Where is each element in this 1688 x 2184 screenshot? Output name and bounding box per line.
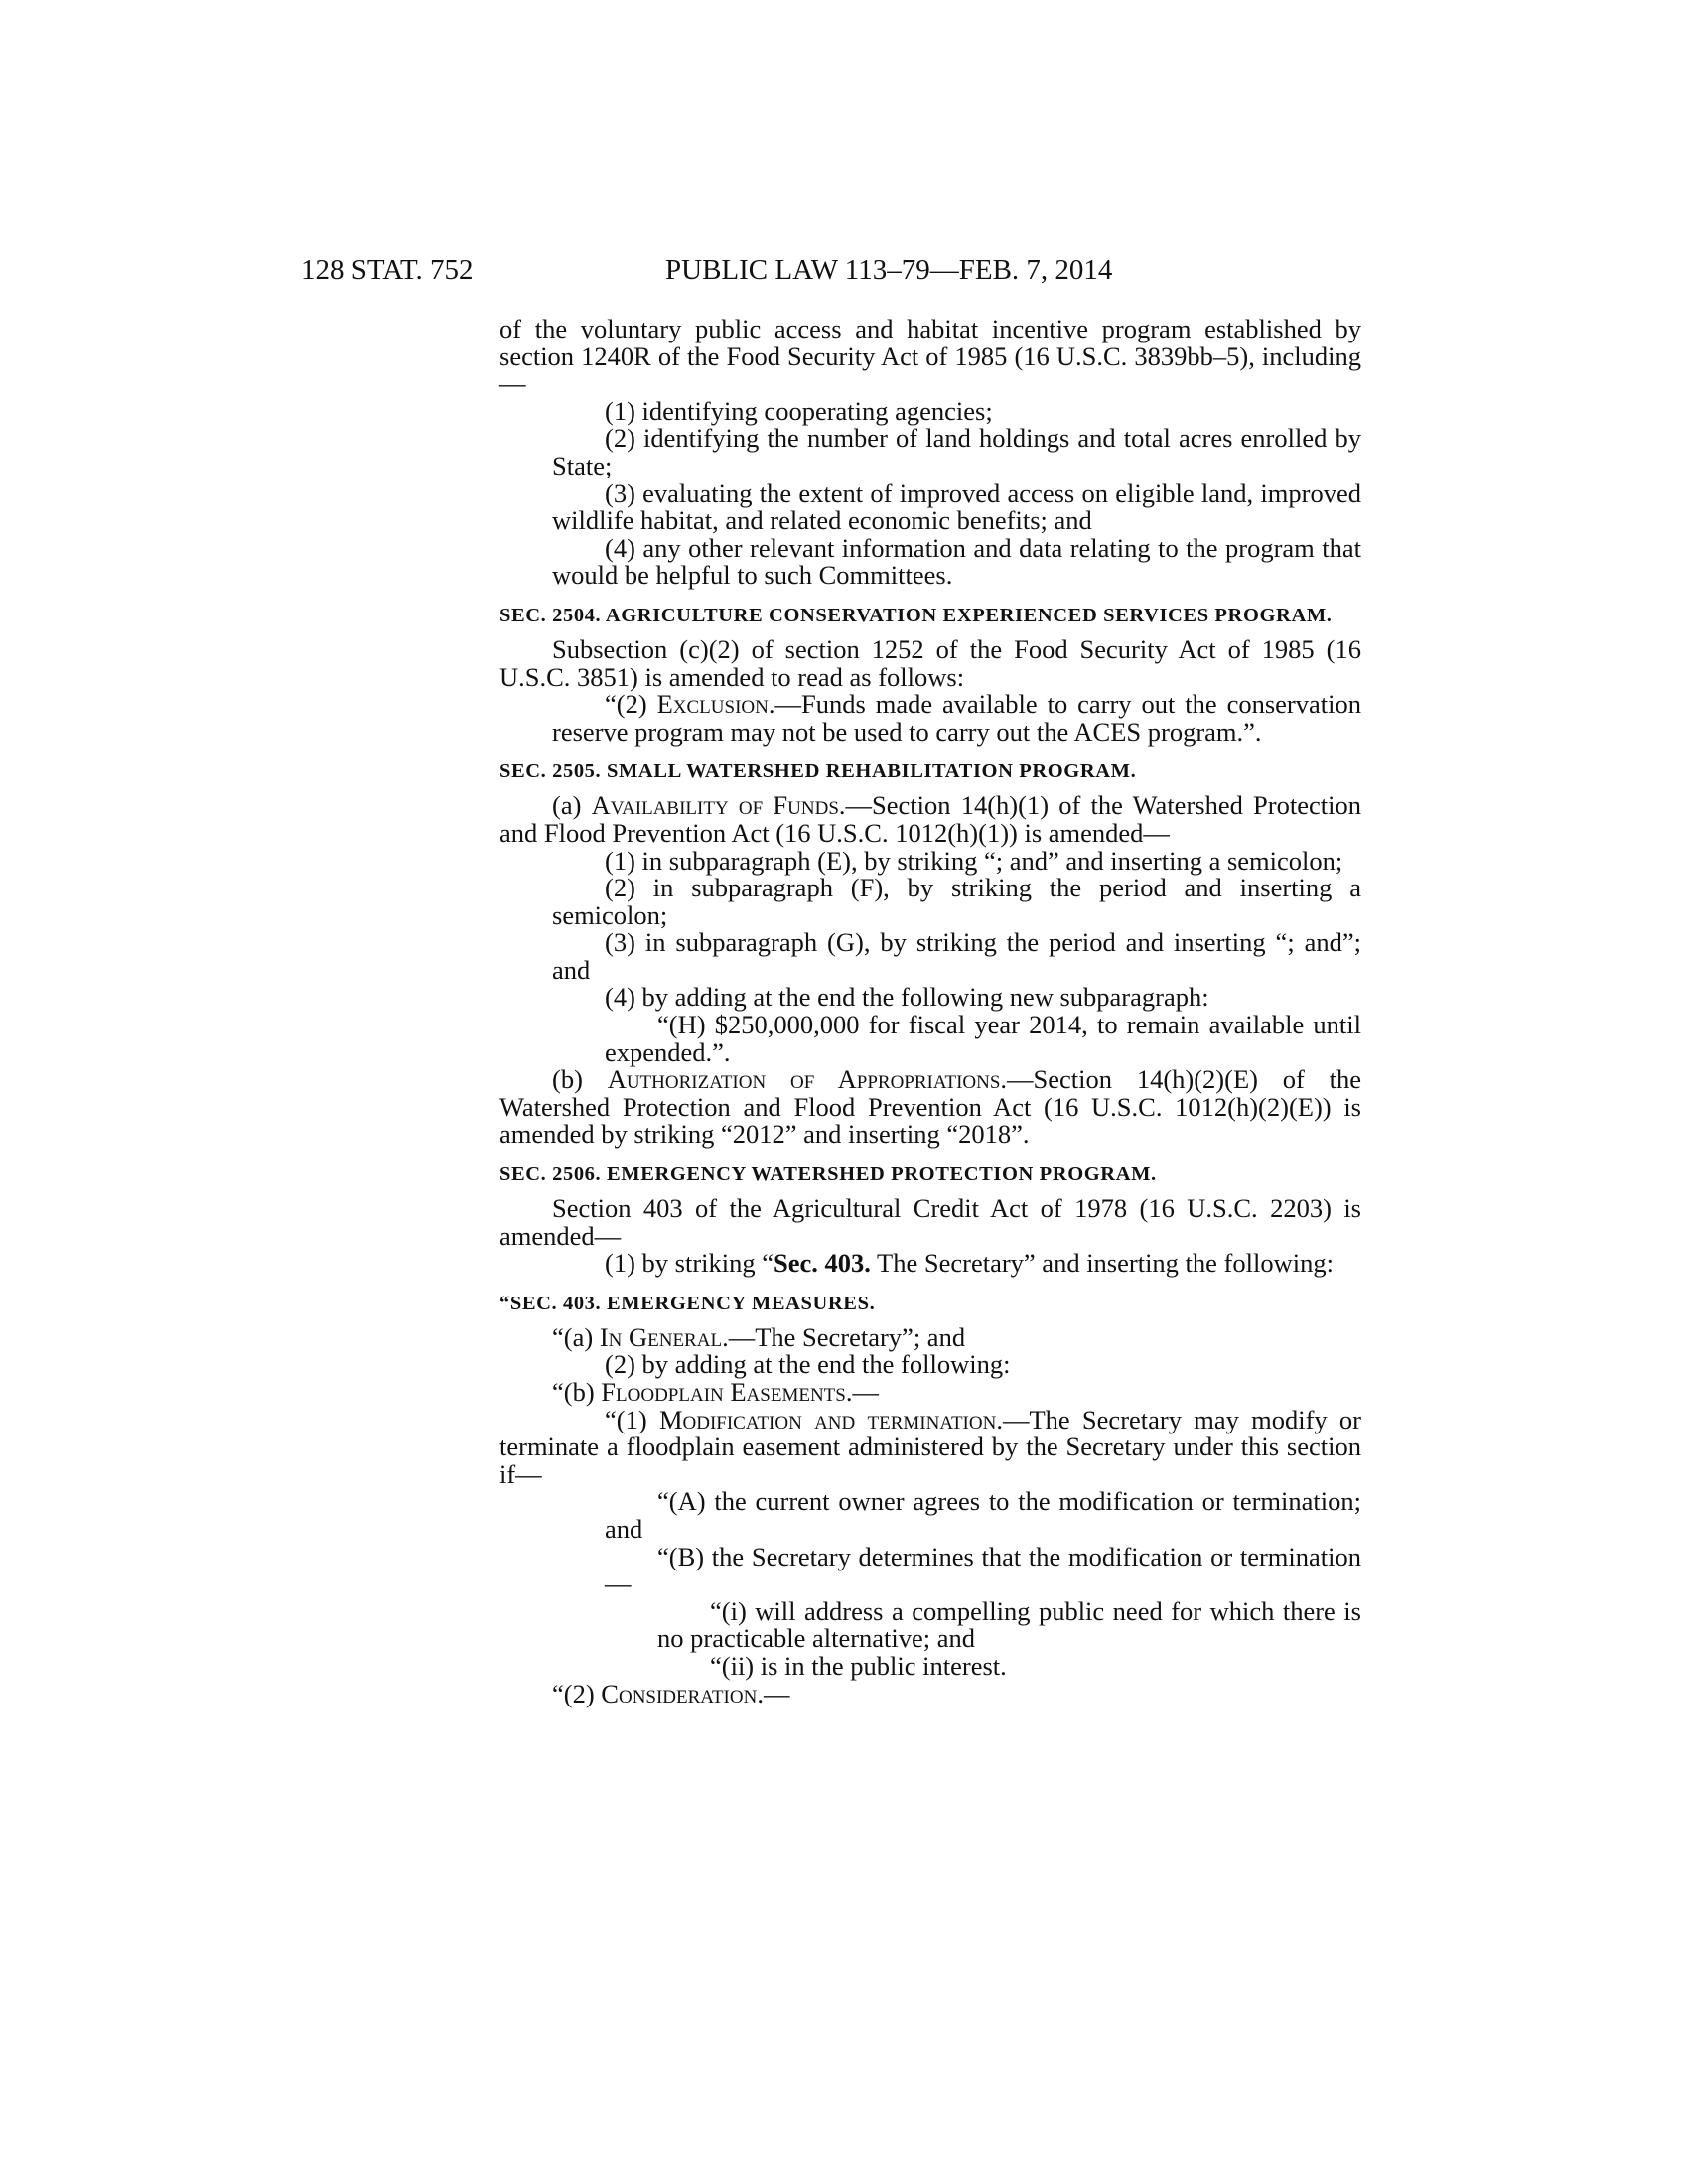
section-2505-subparagraph-h: “(H) $250,000,000 for fiscal year 2014, to remain available until expended.”. xyxy=(605,1010,1361,1067)
section-403-item-2: (2) by adding at the end the following: xyxy=(605,1349,1011,1380)
section-2505-item-2: (2) in subparagraph (F), by striking the period and inserting a semicolon; xyxy=(552,873,1361,930)
intro-paragraph: of the voluntary public access and habitat incentive program established by section 1240R of the Food Security Act of 1985 (16 U.S.C. 3839bb–5), including— xyxy=(499,314,1361,399)
intro-item-3: (3) evaluating the extent of improved access on eligible land, improved wildlife habitat, and related economic benefits; and xyxy=(552,478,1361,536)
section-2504-paragraph: Subsection (c)(2) of section 1252 of the Food Security Act of 1985 (16 U.S.C. 3851) is amended to read as follows: xyxy=(499,633,1361,692)
authorization-heading: Authorization of Appropriations xyxy=(607,1064,1001,1095)
section-2505-item-4: (4) by adding at the end the following new subparagraph: xyxy=(605,982,1209,1013)
section-2506-heading: SEC. 2506. EMERGENCY WATERSHED PROTECTION PROGRAM. xyxy=(499,1163,1157,1186)
public-law-title: PUBLIC LAW 113–79—FEB. 7, 2014 xyxy=(665,254,1113,286)
subsection-b-open: (b) xyxy=(552,1064,608,1095)
exclusion-open: “(2) xyxy=(605,689,657,720)
section-2505-item-3: (3) in subparagraph (G), by striking the period and inserting “; and”; and xyxy=(552,927,1361,985)
sec403-b-text: .— xyxy=(845,1377,879,1407)
section-403-i: “(i) will address a compelling public need for which there is no practicable alternative; and xyxy=(657,1595,1361,1654)
sec403-a-text: .—The Secretary”; and xyxy=(722,1321,966,1352)
stat-page-number: 128 STAT. 752 xyxy=(301,254,474,286)
section-403-subsection-a xyxy=(499,1321,1361,1352)
subsection-b-text: .—Section 14(h)(2)(E) of the Watershed Protection and Flood Prevention Act (16 U.S.C. 1012(h)(2)(E)) is amended by striking “2012” and inserting “2018”. xyxy=(499,1064,1362,1150)
consideration-open: “(2) xyxy=(552,1678,602,1708)
in-general-heading: In General xyxy=(599,1321,723,1352)
section-2505-item-1: (1) in subparagraph (E), by striking “; and” and inserting a semicolon; xyxy=(605,845,1343,876)
section-2505-heading: SEC. 2505. SMALL WATERSHED REHABILITATION PROGRAM. xyxy=(499,760,1137,783)
sec403-b1-open: “(1) xyxy=(605,1404,659,1434)
intro-item-4: (4) any other relevant information and data relating to the program that would be helpful to such Committees. xyxy=(552,532,1361,591)
availability-of-funds-heading: Availability of Funds xyxy=(591,790,839,821)
intro-item-2: (2) identifying the number of land holdings and total acres enrolled by State; xyxy=(552,423,1361,480)
section-403-consideration xyxy=(499,1678,1361,1708)
document-body xyxy=(499,316,1361,1707)
section-403-B: “(B) the Secretary determines that the modification or termination— xyxy=(605,1541,1361,1599)
sec403-a-open: “(a) xyxy=(552,1321,600,1352)
section-403-ii: “(ii) is in the public interest. xyxy=(710,1650,1007,1681)
section-2506-paragraph: Section 403 of the Agricultural Credit Act of 1978 (16 U.S.C. 2203) is amended— xyxy=(499,1193,1361,1251)
sec403-b-open: “(b) xyxy=(552,1377,602,1407)
section-403-heading: “SEC. 403. EMERGENCY MEASURES. xyxy=(499,1292,876,1314)
exclusion-heading: Exclusion xyxy=(656,689,769,720)
section-403-A: “(A) the current owner agrees to the modification or termination; and xyxy=(605,1486,1361,1544)
section-2504-heading: SEC. 2504. AGRICULTURE CONSERVATION EXPERIENCED SERVICES PROGRAM. xyxy=(499,604,1333,626)
floodplain-easements-heading: Floodplain Easements xyxy=(601,1377,846,1407)
exclusion-text: .—Funds made available to carry out the conservation reserve program may not be used to carry out the ACES program.”. xyxy=(552,689,1361,747)
section-2505-subsection-a xyxy=(499,792,1361,847)
sec403-b1-text: .—The Secretary may modify or terminate a floodplain easement administered by the Secretary under this section if— xyxy=(499,1404,1362,1489)
section-2505-subsection-b xyxy=(499,1066,1361,1149)
subsection-a-text: .—Section 14(h)(1) of the Watershed Protection and Flood Prevention Act (16 U.S.C. 1012(h)(1)) is amended— xyxy=(499,790,1361,848)
subsection-a-open: (a) xyxy=(552,790,592,821)
item-1-pre: (1) by striking “ xyxy=(605,1248,774,1279)
section-2504-exclusion xyxy=(499,691,1361,746)
consideration-heading: Consideration xyxy=(601,1678,758,1708)
section-403-b1 xyxy=(499,1404,1362,1489)
item-1-bold: Sec. 403. xyxy=(774,1248,871,1279)
section-403-subsection-b xyxy=(499,1379,1361,1407)
section-2506-item-1 xyxy=(499,1250,1361,1278)
consideration-text: .— xyxy=(757,1678,790,1708)
modification-termination-heading: Modification and termination xyxy=(658,1404,997,1434)
item-1-post: The Secretary” and inserting the following: xyxy=(870,1248,1334,1279)
intro-item-1: (1) identifying cooperating agencies; xyxy=(605,395,993,426)
page-header xyxy=(0,250,1688,290)
